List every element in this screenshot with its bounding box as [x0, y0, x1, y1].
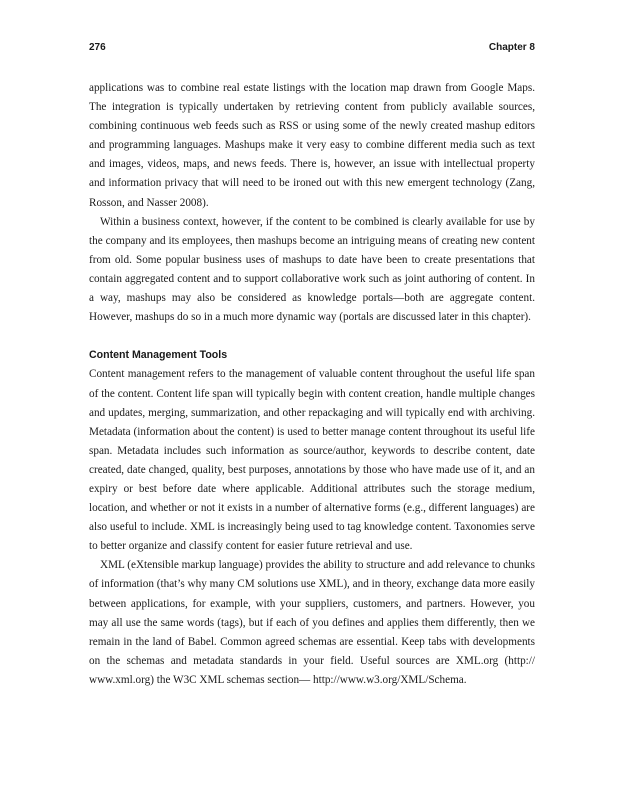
chapter-label: Chapter 8 — [488, 42, 535, 53]
paragraph-mashups-business: Within a business context, however, if the content to be combined is clearly available for use by the company and its employees, then mashups become an intriguing means of creating new content from old. Some popular business uses of mashups to date have been to create presentations that contain aggregated content and to support collaborative work such as joint authoring of content. In a way, mashups may also be considered as knowledge portals—both are aggregate content. However, mashups do so in a much more dynamic way (portals are discussed later in this chapter). — [89, 215, 535, 324]
page-number: 276 — [89, 42, 106, 53]
body-text — [89, 79, 535, 690]
paragraph-xml: XML (eXtensible markup language) provides the ability to structure and add relevance to chunks of information (that’s why many CM solutions use XML), and in theory, exchange data more easily between applications, for example, with your suppliers, customers, and partners. However, you may all use the same words (tags), but if each of you defines and applies them differently, then we remain in the land of Babel. Common agreed schemas are essential. Keep tabs with developments on the schemas and metadata standards in your field. Useful sources are XML.org (http:// www.xml.org) the W3C XML schemas section— http://www.w3.org/XML/Schema. — [89, 559, 535, 686]
book-page — [89, 0, 535, 800]
section-heading-content-management-tools: Content Management Tools — [89, 349, 228, 362]
paragraph-mashups-intro: applications was to combine real estate listings with the location map drawn from Google Maps. The integration is typically undertaken by retrieving content from publicly available sources, combining continuous web feeds such as RSS or using some of the newly created mashup editors and programming languages. Mashups make it very easy to combine different media such as text and images, videos, maps, and news feeds. There is, however, an issue with intellectual property and information privacy that will need to be ironed out with this new emergent technology (Zang, Rosson, and Nasser 2008). — [89, 82, 535, 209]
running-head — [89, 42, 535, 56]
paragraph-content-management: Content management refers to the management of valuable content throughout the useful life span of the content. Content life span will typically begin with content creation, handle multiple changes and updates, merging, summarization, and other repackaging and will typically end with archiving. Metadata (information about the content) is used to better manage content throughout its useful life span. Metadata includes such information as source/author, keywords to describe content, date created, date changed, quality, best purposes, annotations by those who have made use of it, and an expiry or best before date where applicable. Additional attributes such the storage medium, location, and whether or not it exists in a number of alternative forms (e.g., different languages) are also useful to include. XML is increasingly being used to tag knowledge content. Taxonomies serve to better organize and classify content for easier future retrieval and use. — [89, 368, 535, 553]
